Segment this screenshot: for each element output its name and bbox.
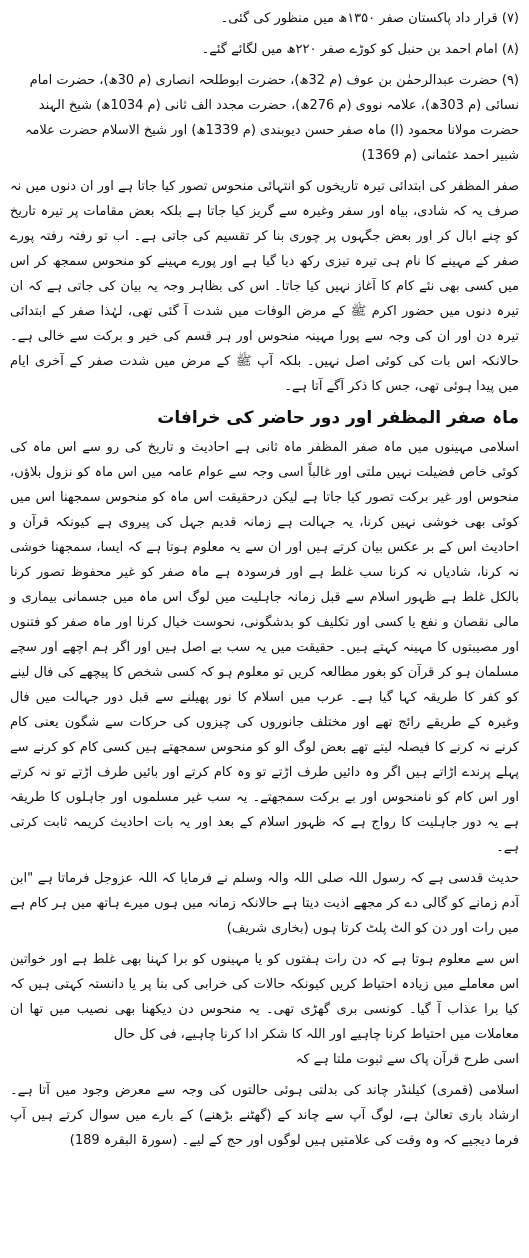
- paragraph-superstitions: اسلامی مہینوں میں ماہ صفر المظفر ماہ ثانی ہے احادیث و تاریخ کی رو سے اس ماہ کی کوئی خاص فضیلت نہیں ملتی اور غالباً اسی وجہ سے عوام عامہ میں اس ماہ کو نزول بلاؤں، منحوس اور غیر برکت تصور کیا جاتا ہے لیکن درحقیقت اس ماہ کو منحوس سمجھنا اس میں کوئی بھی خوشی نہیں کرنا، یہ جہالت ہے زمانہ قدیم جہل کی پیروی ہے کیونکہ قرآن و احادیث اس کے بر عکس بیان کرتے ہیں اور ان سے یہ معلوم ہوتا ہے کہ ایسا، سمجھنا خوشی نہ کرنا، شادیاں نہ کرنا سب غلط ہے اور فرسودہ ہے ماہ صفر کو غیر محفوظ تصور کرنا بالکل غلط ہے ظہور اسلام سے قبل زمانہ جاہلیت میں لوگ اس ماہ میں جسمانی بیماری و مالی نقصان و نفع یا کسی اور تکلیف کو بدشگونی، نحوست خیال کرنا اور ماہ صفر کو فتنوں اور مصیبتوں کا مہینہ کہتے ہیں۔ حقیقت میں یہ سب بے اصل ہیں اور اگر ہم اچھے اور سچے مسلمان ہو کر قرآن کو بغور مطالعہ کریں تو معلوم ہو کہ کسی شخص کا پیچھے کی فال لینے کو کفر کا طریقہ کہا گیا ہے۔ عرب میں اسلام کا نور پھیلنے سے قبل دور جہالت میں فال وغیرہ کے طریقے رائج تھے اور مختلف جانوروں کی چیزوں کی حرکات سے شگون یعنی کام کرنے نہ کرنے کا فیصلہ لیتے تھے بعض لوگ الو کو منحوس سمجھتے ہیں کسی کام کو کرنے سے پہلے پرندے اڑاتے ہیں اگر وہ دائیں طرف اڑتے تو وہ کام کرتے اور بائیں طرف اڑتے تو نہ کرتے اور اس کام کو نامنحوس اور بے برکت سمجھتے۔ یہ سب غیر مسلموں اور جاہلوں کا طریقہ ہے یہ دور جاہلیت کا رواج ہے کہ ظہور اسلام کے بعد اور یہ بات احادیث کریمہ ثابت کرتی ہے۔: [10, 440, 519, 855]
- paragraph-caution: اس سے معلوم ہوتا ہے کہ دن رات ہفتوں کو یا مہینوں کو برا کہنا بھی غلط ہے اور خواتین اس معاملے میں زیادہ احتیاط کریں کیونکہ حالات کی خرابی کی بنا پر یا دانستہ کہتی ہیں کہ کیا برا عذاب آ گیا۔ کونسی بری گھڑی تھی۔ یہ منحوس دن دیکھنا بھی نصیب میں تھا ان معاملات میں احتیاط کرنا چاہیے اور اللہ کا شکر ادا کرنا چاہیے، فی کل حال: [10, 952, 519, 1042]
- paragraph-safar-beliefs: صفر المظفر کی ابتدائی تیرہ تاریخوں کو انتہائی منحوس تصور کیا جاتا ہے اور ان دنوں میں نہ صرف یہ کہ شادی، بیاہ اور سفر وغیرہ سے گریز کیا جاتا ہے بلکہ بعض مقامات پر تیرہ تاریخ کو چنے ابال کر اور بعض جگہوں پر چوری بنا کر تقسیم کی جاتی ہے۔ اب تو رفتہ رفتہ پورے صفر کے مہینے کا نام ہی تیرہ تیزی رکھ دیا گیا ہے اور پورے مہینے کو منحوس سمجھ کر اس میں کسی بھی نئے کام کا آغاز نہیں کیا جاتا۔ اس کی بظاہر وجہ یہ بیان کی جاتی ہے کہ ان تیرہ دنوں میں حضور اکرم ﷺ کے مرض الوفات میں شدت آ گئی تھی، لہٰذا صفر کے ابتدائی تیرہ دن اور ان کی وجہ سے پورا مہینہ منحوس اور ہر قسم کی خیر و برکت سے خالی ہے۔ حالانکہ اس بات کی کوئی اصل نہیں۔ بلکہ آپ ﷺ کے مرض میں شدت صفر کے آخری ایام میں پیدا ہوئی تھی، جس کا ذکر آگے آتا ہے۔: [10, 179, 519, 394]
- list-item-9: (۹) حضرت عبدالرحمٰن بن عوف (م 32ھ)، حضرت ابوطلحہ انصاری (م 30ھ)، حضرت امام نسائی (م 303ھ)، علامہ نووی (م 276ھ)، حضرت مجدد الف ثانی (م 1034ھ) شیخ الہند حضرت مولانا محمود (ا) ماہ صفر حسن دیوبندی (م 1339ھ) اور شیخ الاسلام حضرت علامہ شبیر احمد عثمانی (م 1369): [24, 73, 519, 163]
- list-item-8: (۸) امام احمد بن حنبل کو کوڑے صفر ۲۲۰ھ میں لگائے گئے۔: [201, 42, 519, 57]
- paragraph-hadith-qudsi: حدیث قدسی ہے کہ رسول اللہ صلی اللہ والہ وسلم نے فرمایا کہ اللہ عزوجل فرماتا ہے "ابن آدم زمانے کو گالی دے کر مجھے اذیت دیتا ہے حالانکہ زمانہ میں ہوں میرے ہاتھ میں ہر کام ہے میں رات اور دن کو الٹ پلٹ کرتا ہوں (بخاری شریف): [10, 871, 519, 936]
- section-heading: ماہ صفر المظفر اور دور حاضر کی خرافات: [157, 408, 519, 428]
- paragraph-quran-proof: اسی طرح قرآن پاک سے ثبوت ملتا ہے کہ: [295, 1052, 519, 1067]
- list-item-7: (۷) قرار داد پاکستان صفر ۱۳۵۰ھ میں منظور کی گئی۔: [220, 11, 519, 26]
- paragraph-lunar-calendar: اسلامی (قمری) کیلنڈر چاند کی بدلتی ہوئی حالتوں کی وجہ سے معرض وجود میں آتا ہے۔ ارشاد باری تعالیٰ ہے، لوگ آپ سے چاند کے (گھٹنے بڑھنے) کے بارے میں سوال کرتے ہیں آپ فرما دیجیے کہ وہ وقت کی علامتیں ہیں لوگوں اور حج کے لیے۔ (سورۃ البقرہ 189): [10, 1083, 519, 1148]
